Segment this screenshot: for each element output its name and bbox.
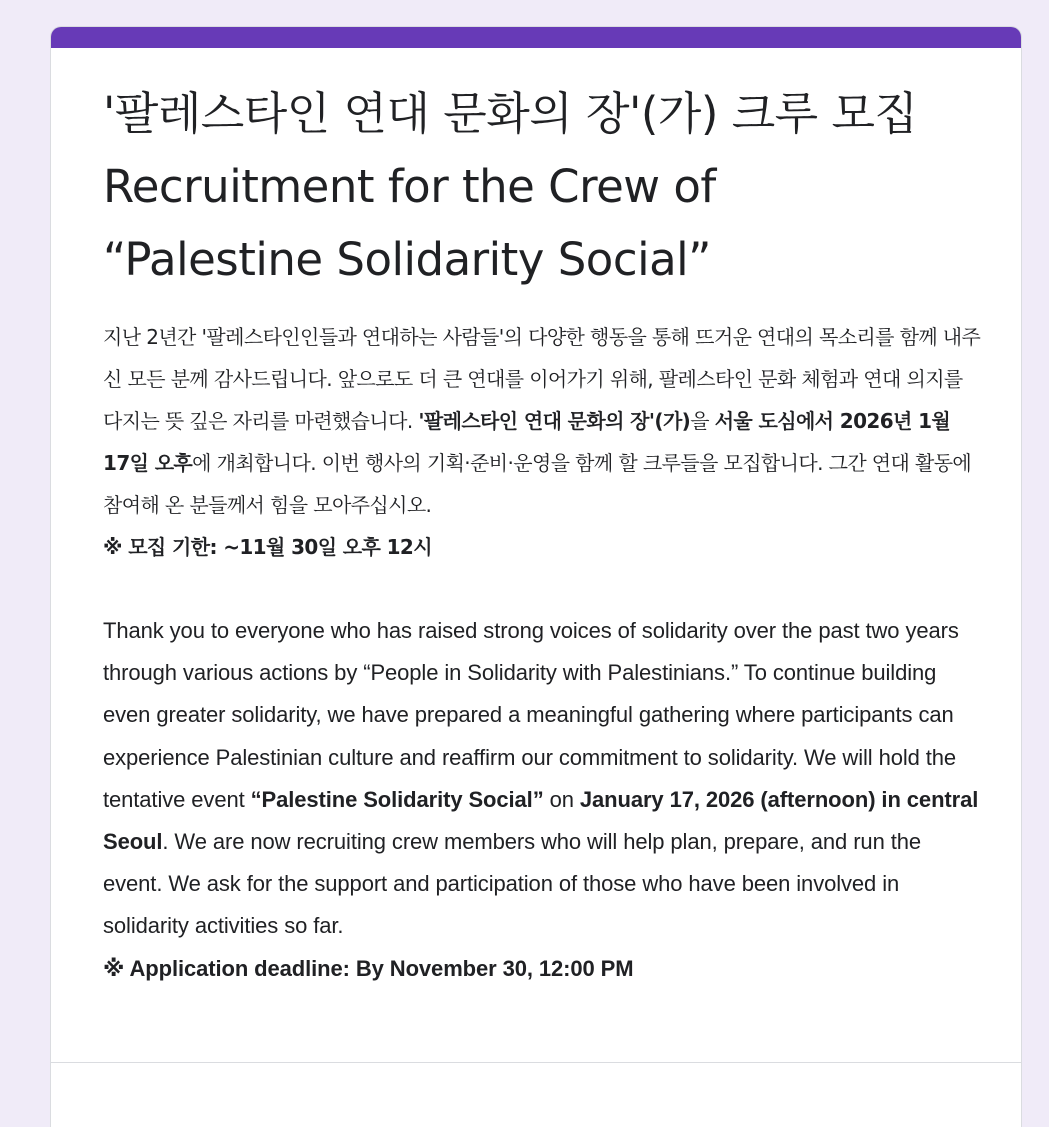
- form-title-line-english-1: Recruitment for the Crew of: [103, 160, 716, 213]
- form-title: [103, 77, 983, 296]
- ko-deadline: ※ 모집 기한: ~11월 30일 오후 12시: [103, 535, 432, 559]
- form-header-content: [103, 77, 983, 990]
- description-korean: [103, 316, 983, 568]
- ko-rest-text: 에 개최합니다. 이번 행사의 기획·준비·운영을 함께 할 크루들을 모집합니다. 그간 연대 활동에 참여해 온 분들께서 힘을 모아주십시오.: [103, 451, 972, 517]
- en-intro-text: Thank you to everyone who has raised strong voices of solidarity over the past two years through various actions by “People in Solidarity with Palestinians.” To continue building even greater solidarity, we have prepared a meaningful gathering where participants can experience Palestinian culture and reaffirm our commitment to solidarity. We will hold the tentative event: [103, 618, 959, 812]
- form-title-line-english-2: “Palestine Solidarity Social”: [103, 233, 711, 286]
- ko-particle: 을: [690, 409, 715, 433]
- ko-intro-text: 지난 2년간 '팔레스타인인들과 연대하는 사람들'의 다양한 행동을 통해 뜨거운 연대의 목소리를 함께 내주신 모든 분께 감사드립니다. 앞으로도 더 큰 연대를 이어가기 위해, 팔레스타인 문화 체험과 연대 의지를 다지는 뜻 깊은 자리를 마련했습니다.: [103, 325, 981, 433]
- description-english-body: [103, 610, 983, 948]
- en-event-name: “Palestine Solidarity Social”: [250, 786, 544, 812]
- en-rest-text: . We are now recruiting crew members who will help plan, prepare, and run the event. We ask for the support and participation of those who have been involved in solidarity activities so far.: [103, 829, 922, 939]
- en-event-when-where: January 17, 2026 (afternoon) in central Seoul: [103, 786, 979, 855]
- form-description: [103, 316, 983, 990]
- en-deadline: ※ Application deadline: By November 30, 12:00 PM: [103, 955, 634, 981]
- form-title-line-korean: '팔레스타인 연대 문화의 장'(가) 크루 모집: [103, 87, 918, 140]
- description-korean-body: [103, 316, 983, 526]
- form-header-card: [51, 27, 1021, 1127]
- description-english: [103, 610, 983, 990]
- header-divider: [51, 1062, 1021, 1063]
- ko-event-when-where: 서울 도심에서 2026년 1월 17일 오후: [103, 409, 951, 475]
- en-on-text: on: [543, 786, 580, 812]
- ko-event-name: '팔레스타인 연대 문화의 장'(가): [418, 409, 691, 433]
- form-accent-bar: [51, 27, 1021, 48]
